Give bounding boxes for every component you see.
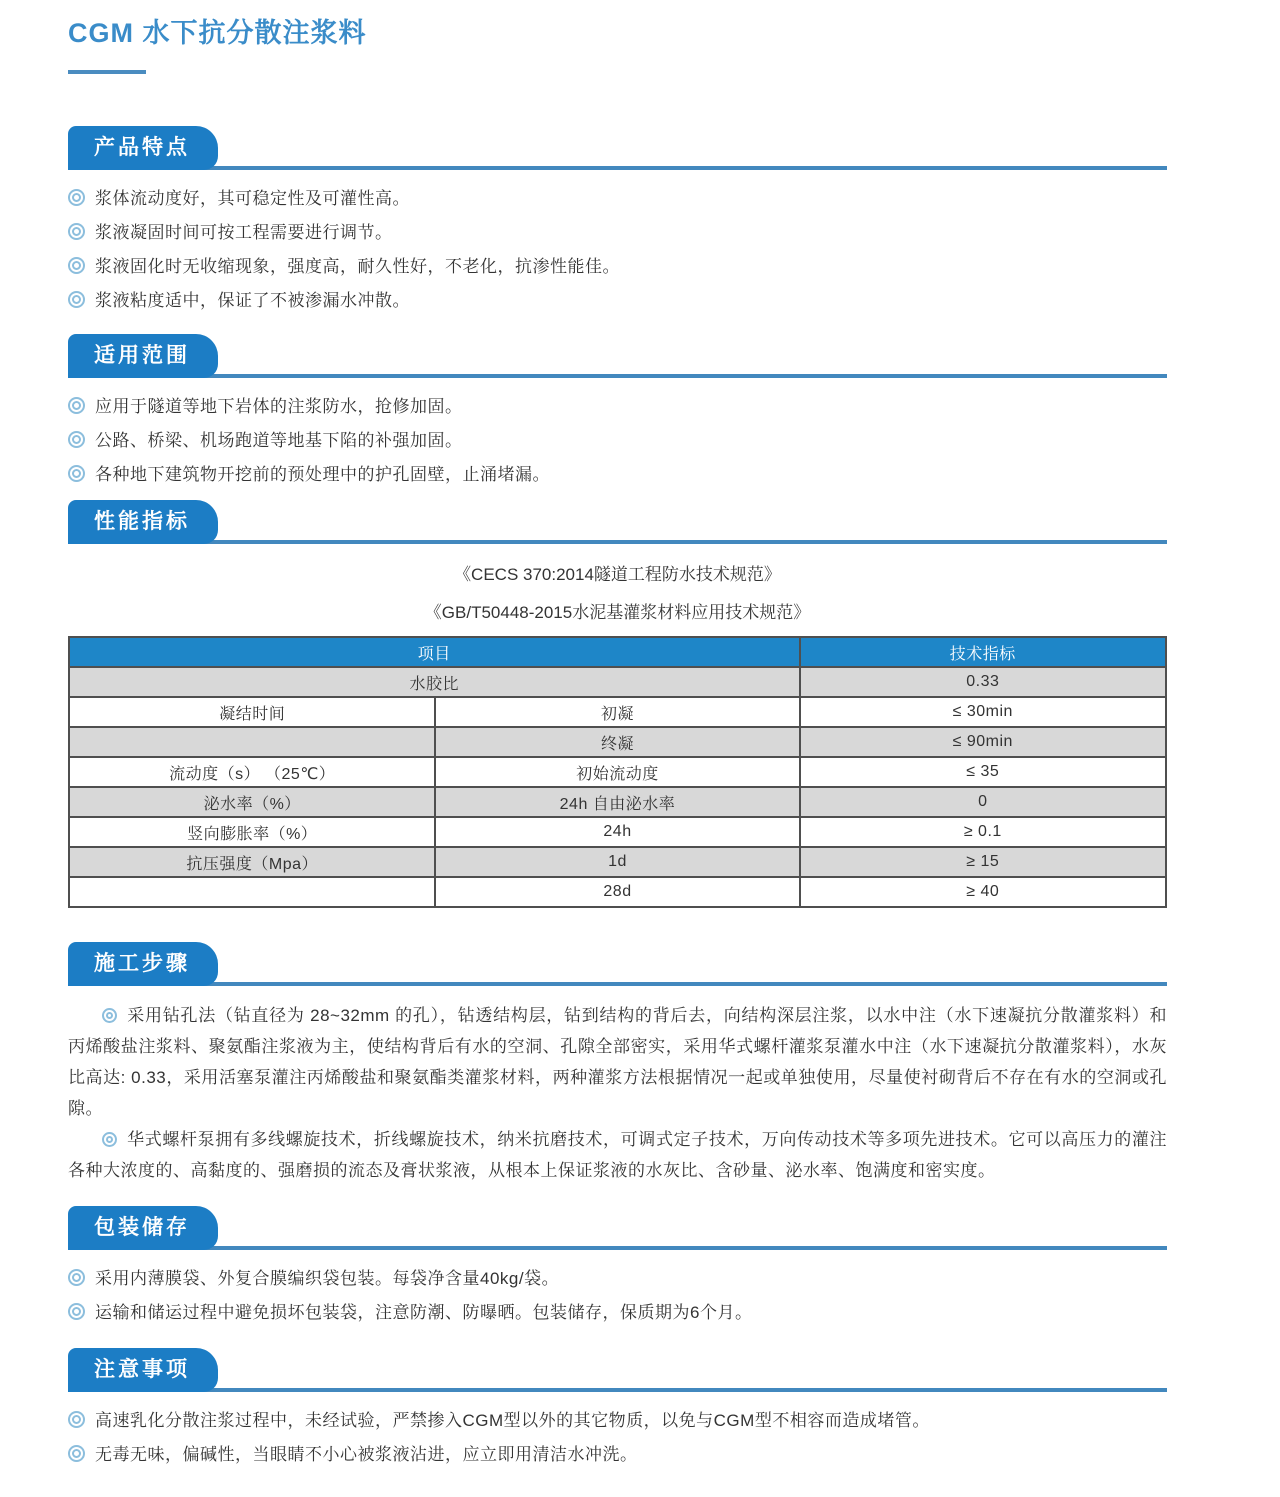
table-cell: 水胶比 — [69, 667, 800, 697]
table-cell: 24h 自由泌水率 — [435, 787, 799, 817]
bullet-item — [68, 221, 1167, 244]
table-cell: ≤ 30min — [800, 697, 1166, 727]
bullseye-icon — [68, 1411, 85, 1428]
section-performance — [68, 498, 1167, 908]
bullet-item — [68, 1443, 1167, 1466]
construction-paragraph — [68, 1124, 1167, 1186]
table-cell: ≤ 90min — [800, 727, 1166, 757]
bullet-item — [68, 429, 1167, 452]
table-cell: 0 — [800, 787, 1166, 817]
bullet-text: 应用于隧道等地下岩体的注浆防水，抢修加固。 — [95, 397, 463, 416]
table-cell: ≥ 15 — [800, 847, 1166, 877]
bullseye-icon — [68, 465, 85, 482]
section-precautions — [68, 1346, 1167, 1466]
bullet-item — [68, 255, 1167, 278]
table-row — [69, 757, 1166, 787]
bullseye-icon — [68, 397, 85, 414]
construction-paragraph — [68, 1000, 1167, 1124]
construction-paragraphs — [68, 1000, 1167, 1186]
bullet-item — [68, 395, 1167, 418]
paragraph-text: 华式螺杆泵拥有多线螺旋技术，折线螺旋技术，纳米抗磨技术，可调式定子技术，万向传动技术等多项先进技术。它可以高压力的灌注各种大浓度的、高黏度的、强磨损的流态及膏状浆液，从根本上保证浆液的水灰比、含砂量、泌水率、饱满度和密实度。 — [68, 1130, 1167, 1180]
bullet-item — [68, 1267, 1167, 1290]
bullet-text: 高速乳化分散注浆过程中，未经试验，严禁掺入CGM型以外的其它物质，以免与CGM型不相容而造成堵管。 — [95, 1411, 930, 1430]
table-cell: 竖向膨胀率（%） — [69, 817, 435, 847]
bullseye-icon — [68, 291, 85, 308]
packaging-bullet-list — [68, 1267, 1167, 1324]
page-title: CGM 水下抗分散注浆料 — [68, 18, 367, 48]
section-header-rule — [68, 940, 1167, 986]
table-cell: ≤ 35 — [800, 757, 1166, 787]
performance-table — [68, 636, 1167, 908]
section-badge-packaging: 包装储存 — [68, 1206, 218, 1250]
bullet-item — [68, 463, 1167, 486]
bullseye-icon — [102, 1132, 117, 1147]
bullseye-icon — [68, 189, 85, 206]
table-cell: 泌水率（%） — [69, 787, 435, 817]
table-row — [69, 667, 1166, 697]
table-cell: 终凝 — [435, 727, 799, 757]
bullet-text: 运输和储运过程中避免损坏包装袋，注意防潮、防曝晒。包装储存，保质期为6个月。 — [95, 1303, 753, 1322]
bullet-text: 浆体流动度好，其可稳定性及可灌性高。 — [95, 189, 410, 208]
table-row — [69, 817, 1166, 847]
table-header-cell: 技术指标 — [800, 637, 1166, 667]
table-header-row — [69, 637, 1166, 667]
section-header-rule — [68, 332, 1167, 378]
section-scope — [68, 332, 1167, 486]
bullet-item — [68, 187, 1167, 210]
table-cell: 初凝 — [435, 697, 799, 727]
paragraph-text: 采用钻孔法（钻直径为 28~32mm 的孔），钻透结构层，钻到结构的背后去，向结构深层注浆，以水中注（水下速凝抗分散灌浆料）和丙烯酸盐注浆料、聚氨酯注浆液为主，使结构背后有水的空洞、孔隙全部密实，采用华式螺杆灌浆泵灌水中注（水下速凝抗分散灌浆料），水灰比高达: 0.33，采用活塞泵灌注丙烯酸盐和聚氨酯类灌浆材料，两种灌浆方法根据情况一起或单独使用，尽量使衬砌背后不存在有水的空洞或孔隙。 — [68, 1006, 1167, 1118]
bullet-text: 采用内薄膜袋、外复合膜编织袋包装。每袋净含量40kg/袋。 — [95, 1269, 560, 1288]
section-header-rule — [68, 124, 1167, 170]
section-badge-scope: 适用范围 — [68, 334, 218, 378]
bullet-text: 各种地下建筑物开挖前的预处理中的护孔固壁，止涌堵漏。 — [95, 465, 550, 484]
table-cell: 0.33 — [800, 667, 1166, 697]
section-header-rule — [68, 1204, 1167, 1250]
table-row — [69, 727, 1166, 757]
bullet-item — [68, 289, 1167, 312]
bullet-text: 公路、桥梁、机场跑道等地基下陷的补强加固。 — [95, 431, 463, 450]
table-row — [69, 697, 1166, 727]
bullseye-icon — [68, 1269, 85, 1286]
section-construction — [68, 940, 1167, 1186]
table-cell-empty — [69, 727, 435, 757]
precautions-bullet-list — [68, 1409, 1167, 1466]
bullet-text: 浆液粘度适中，保证了不被渗漏水冲散。 — [95, 291, 410, 310]
bullet-item — [68, 1301, 1167, 1324]
table-cell: 凝结时间 — [69, 697, 435, 727]
title-underline — [68, 70, 146, 74]
table-cell: ≥ 0.1 — [800, 817, 1166, 847]
table-cell: 抗压强度（Mpa） — [69, 847, 435, 877]
table-cell: 24h — [435, 817, 799, 847]
table-row — [69, 787, 1166, 817]
features-bullet-list — [68, 187, 1167, 312]
table-cell: 1d — [435, 847, 799, 877]
bullet-item — [68, 1409, 1167, 1432]
bullseye-icon — [68, 257, 85, 274]
scope-bullet-list — [68, 395, 1167, 486]
section-header-rule — [68, 1346, 1167, 1392]
table-cell: ≥ 40 — [800, 877, 1166, 907]
table-row — [69, 847, 1166, 877]
bullseye-icon — [68, 1445, 85, 1462]
table-cell: 流动度（s） （25℃） — [69, 757, 435, 787]
section-header-rule — [68, 498, 1167, 544]
table-cell: 28d — [435, 877, 799, 907]
bullseye-icon — [68, 223, 85, 240]
standards-references — [68, 560, 1167, 628]
bullet-text: 浆液凝固时间可按工程需要进行调节。 — [95, 223, 393, 242]
table-header-cell: 项目 — [69, 637, 800, 667]
table-cell-empty — [69, 877, 435, 907]
section-badge-performance: 性能指标 — [68, 500, 218, 544]
bullet-text: 浆液固化时无收缩现象，强度高，耐久性好，不老化，抗渗性能佳。 — [95, 257, 620, 276]
section-badge-features: 产品特点 — [68, 126, 218, 170]
standard-line: 《CECS 370:2014隧道工程防水技术规范》 — [454, 565, 781, 584]
table-row — [69, 877, 1166, 907]
bullseye-icon — [68, 1303, 85, 1320]
standard-line: 《GB/T50448-2015水泥基灌浆材料应用技术规范》 — [424, 603, 811, 622]
section-features — [68, 124, 1167, 312]
bullet-text: 无毒无味，偏碱性，当眼睛不小心被浆液沾进，应立即用清洁水冲洗。 — [95, 1445, 638, 1464]
section-packaging — [68, 1204, 1167, 1324]
bullseye-icon — [68, 431, 85, 448]
table-cell: 初始流动度 — [435, 757, 799, 787]
bullseye-icon — [102, 1008, 117, 1023]
section-badge-precautions: 注意事项 — [68, 1348, 218, 1392]
section-badge-construction: 施工步骤 — [68, 942, 218, 986]
